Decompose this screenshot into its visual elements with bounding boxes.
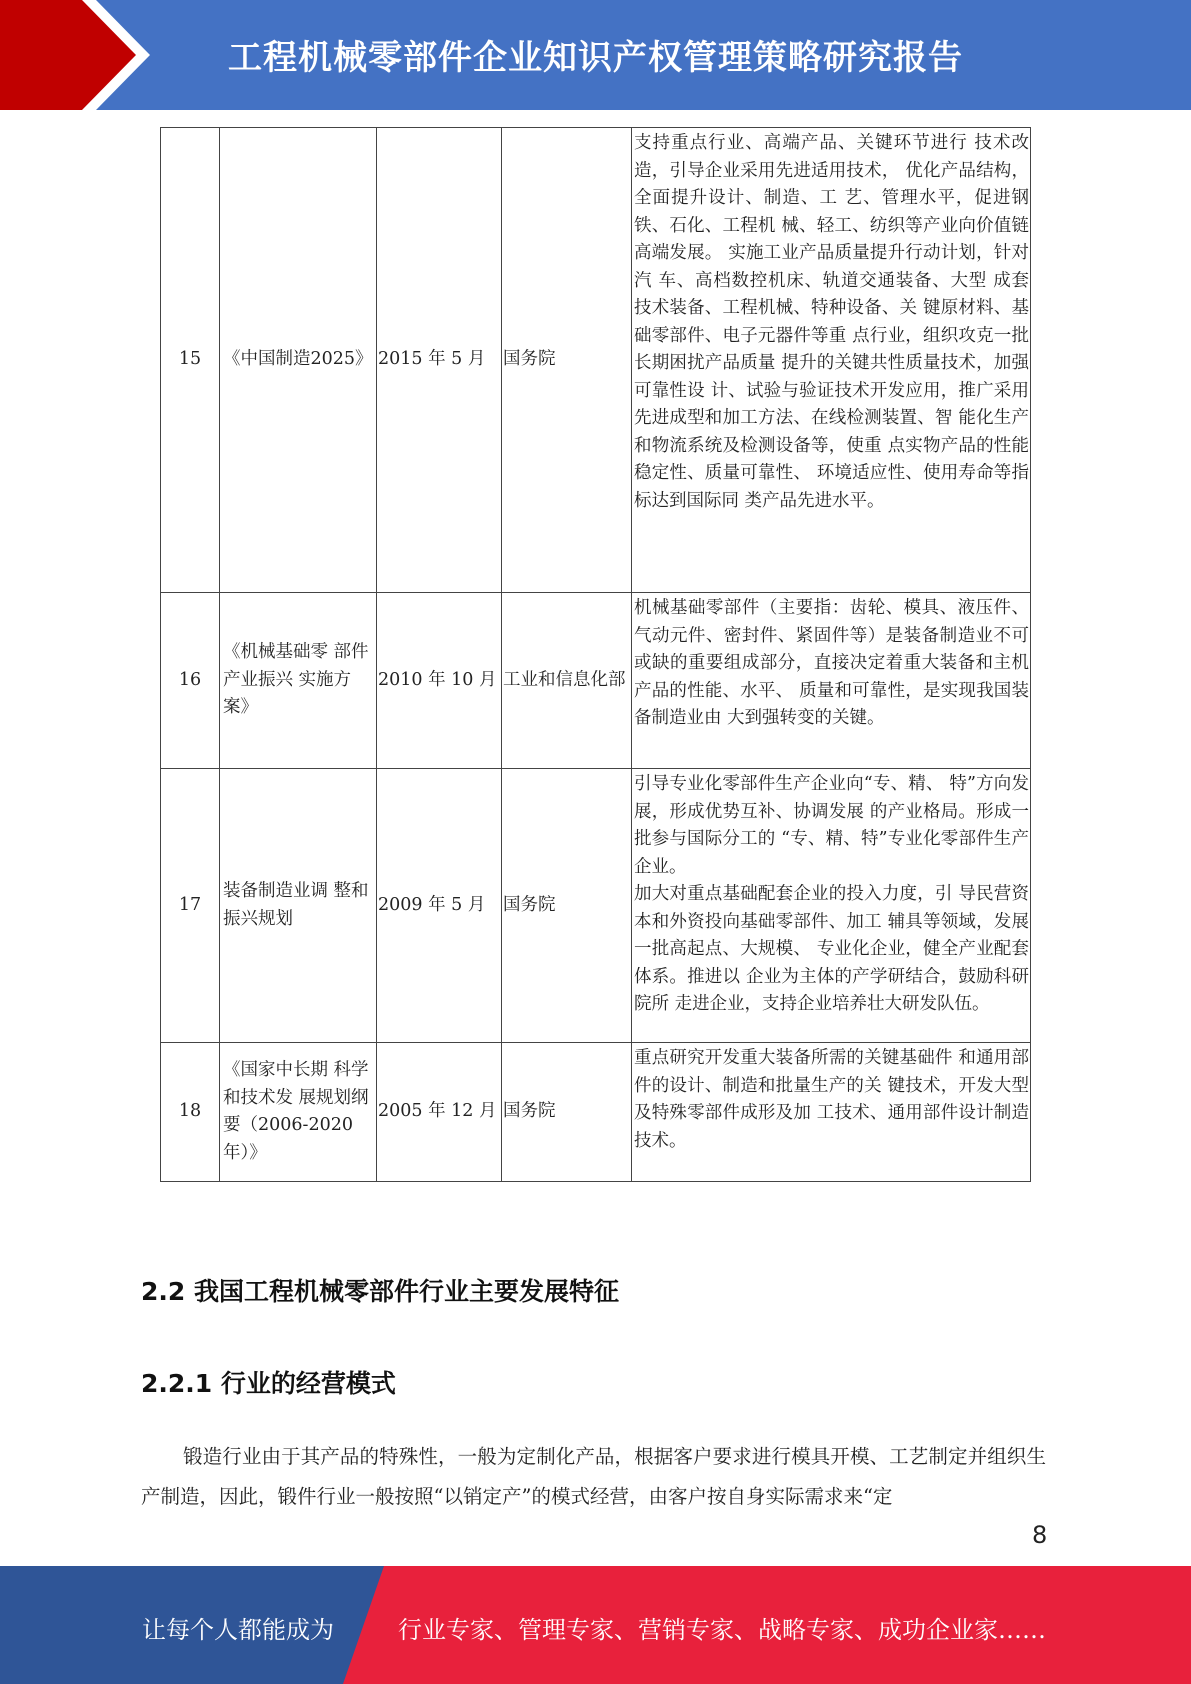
issuing-authority: 国务院 xyxy=(502,769,632,1043)
policy-document: 装备制造业调 整和振兴规划 xyxy=(220,769,377,1043)
content-paragraph: 支持重点行业、高端产品、关键环节进行 技术改造，引导企业采用先进适用技术， 优化产品结构，全面提升设计、制造、工 艺、管理水平，促进钢铁、石化、工程机 械、轻工、纺织等产业向价值链高端发展。 实施工业产品质量提升行动计划，针对汽 车、高档数控机床、轨道交通装备、大型 成套技术装备、工程机械、特种设备、关 键原材料、基础零部件、电子元器件等重 点行业，组织攻克一批长期困扰产品质量 提升的关键共性质量技术，加强可靠性设 计、试验与验证技术开发应用，推广采用 先进成型和加工方法、在线检测装置、智 能化生产和物流系统及检测设备等，使重 点实物产品的性能稳定性、质量可靠性、 环境适应性、使用寿命等指标达到国际同 类产品先进水平。 xyxy=(634,133,1029,511)
section-heading: 2.2 我国工程机械零部件行业主要发展特征 xyxy=(141,1277,619,1306)
issuing-authority: 国务院 xyxy=(502,1043,632,1182)
row-number: 18 xyxy=(161,1043,220,1182)
issue-date: 2009 年 5 月 xyxy=(377,769,502,1043)
page-footer xyxy=(0,1566,1191,1684)
row-number: 16 xyxy=(161,593,220,769)
row-number: 17 xyxy=(161,769,220,1043)
content-paragraph: 机械基础零部件（主要指：齿轮、模具、液压件、气动元件、密封件、紧固件等）是装备制造业不可或缺的重要组成部分，直接决定着重大装备和主机产品的性能、水平、 质量和可靠性，是实现我国装备制造业由 大到强转变的关键。 xyxy=(634,598,1029,728)
report-title: 工程机械零部件企业知识产权管理策略研究报告 xyxy=(228,38,963,78)
policy-table xyxy=(160,127,1031,1182)
issue-date: 2005 年 12 月 xyxy=(377,1043,502,1182)
page-number: 8 xyxy=(1032,1521,1048,1549)
footer-slogan-left: 让每个人都能成为 xyxy=(142,1616,334,1644)
issue-date: 2010 年 10 月 xyxy=(377,593,502,769)
policy-document: 《国家中长期 科学和技术发 展规划纲要（2006-2020年）》 xyxy=(220,1043,377,1182)
policy-document: 《中国制造2025》 xyxy=(220,128,377,593)
content-paragraph: 引导专业化零部件生产企业向“专、精、 特”方向发展，形成优势互补、协调发展 的产业格局。形成一批参与国际分工的 “专、精、特”专业化零部件生产企业。 xyxy=(634,774,1029,877)
table-row xyxy=(161,1043,1031,1182)
content-paragraph: 重点研究开发重大装备所需的关键基础件 和通用部件的设计、制造和批量生产的关 键技术，开发大型及特殊零部件成形及加 工技术、通用部件设计制造技术。 xyxy=(634,1048,1029,1151)
issuing-authority: 工业和信息化部 xyxy=(502,593,632,769)
table-row xyxy=(161,769,1031,1043)
page-header xyxy=(0,0,1191,110)
row-number: 15 xyxy=(161,128,220,593)
policy-content xyxy=(632,593,1031,769)
subsection-heading: 2.2.1 行业的经营模式 xyxy=(141,1369,396,1398)
policy-content xyxy=(632,128,1031,593)
footer-slogan-right: 行业专家、管理专家、营销专家、战略专家、成功企业家…… xyxy=(398,1616,1046,1644)
content-paragraph: 加大对重点基础配套企业的投入力度，引 导民营资本和外资投向基础零部件、加工 辅具等领域，发展一批高起点、大规模、 专业化企业，健全产业配套体系。推进以 企业为主体的产学研结合，鼓励科研院所 走进企业，支持企业培养壮大研发队伍。 xyxy=(634,884,1029,1014)
policy-content xyxy=(632,769,1031,1043)
policy-content xyxy=(632,1043,1031,1182)
policy-document: 《机械基础零 部件产业振兴 实施方案》 xyxy=(220,593,377,769)
table-row xyxy=(161,128,1031,593)
issuing-authority: 国务院 xyxy=(502,128,632,593)
header-arrow-decoration xyxy=(0,0,160,110)
body-paragraph: 锻造行业由于其产品的特殊性，一般为定制化产品，根据客户要求进行模具开模、工艺制定并组织生产制造，因此，锻件行业一般按照“以销定产”的模式经营，由客户按自身实际需求来“定 xyxy=(141,1445,1046,1508)
table-row xyxy=(161,593,1031,769)
issue-date: 2015 年 5 月 xyxy=(377,128,502,593)
